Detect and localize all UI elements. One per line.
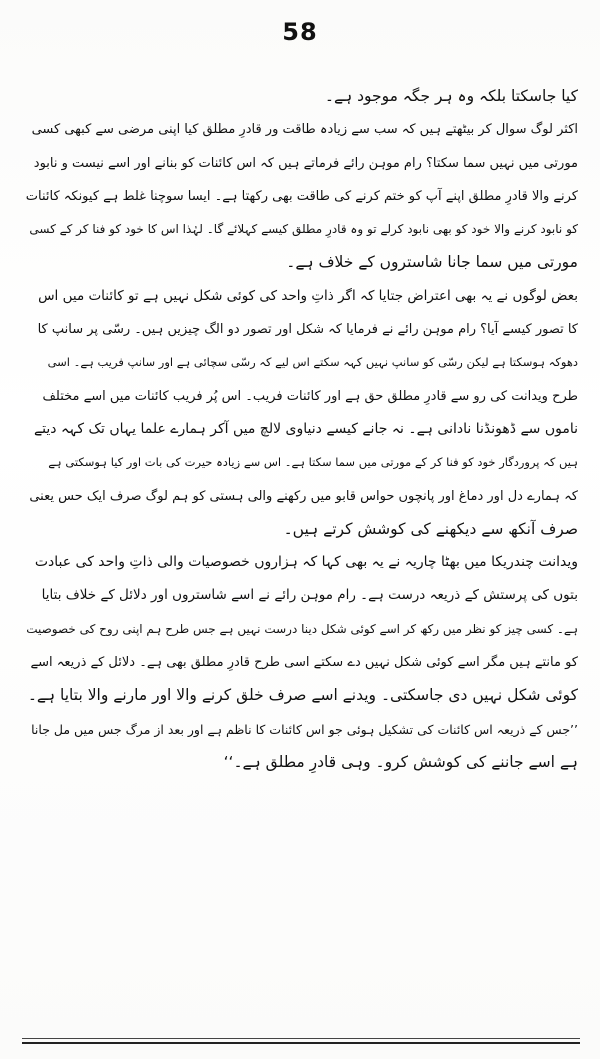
text-line-6: مورتی میں سما جانا شاستروں کے خلاف ہے۔ [286,253,578,272]
body-text [26,80,578,779]
text-line-8: کا تصور کیسے آیا؟ رام موہن رائے نے فرمایا کہ شکل اور تصور دو الگ چیزیں ہیں۔ رسّی پر سانپ کا [37,322,578,338]
text-line-7: بعض لوگوں نے یہ بھی اعتراض جتایا کہ اگر ذاتِ واحد کی کوئی شکل نہیں ہے تو کائنات میں اس [38,287,578,304]
text-line-15: ویدانت چندریکا میں بھٹا چاریہ نے یہ بھی کہا کہ ہزاروں خصوصیات والی ذاتِ واحد کی عبادت [34,554,578,571]
text-line-4: کرنے والا قادرِ مطلق اپنے آپ کو ختم کرنے کی طاقت بھی رکھتا ہے۔ ایسا سوچنا غلط ہے کیونکہ کائنات [26,188,578,204]
text-line-12: ہیں کہ پروردگار خود کو فنا کر کے مورتی میں سما سکتا ہے۔ اس سے زیادہ حیرت کی بات اور کیا ہوسکتی ہے [48,455,578,470]
footer-rule-thin [22,1038,580,1039]
text-line-16: بتوں کی پرستش کے ذریعہ درست ہے۔ رام موہن رائے نے اسے شاستروں اور دلائل کے خلاف بتایا [41,587,578,604]
text-line-18: کو مانتے ہیں مگر اسے کوئی شکل نہیں دے سکتے اسی طرح قادرِ مطلق بھی ہے۔ دلائل کے ذریعہ اسے [30,655,578,671]
text-line-13: کہ ہمارے دل اور دماغ اور پانچوں حواس قابو میں رکھنے والی ہستی کو ہم لوگ صرف ایک حس یعنی [29,488,578,504]
page-number: 58 [282,18,318,46]
text-line-11: ناموں سے ڈھونڈنا نادانی ہے۔ نہ جانے کیسے دنیاوی لالچ میں آکر ہمارے علما یہاں تک کہہ دیتے [33,420,578,437]
footer-rule [22,1042,580,1044]
text-line-14: صرف آنکھ سے دیکھنے کی کوشش کرتے ہیں۔ [283,519,578,538]
text-line-17: ہے۔ کسی چیز کو نظر میں رکھ کر اسے کوئی شکل دینا درست نہیں ہے جس طرح ہم اپنی روح کی خصوصیت [26,621,578,636]
text-line-20: ’’جس کے ذریعہ اس کائنات کی تشکیل ہوئی جو اس کائنات کا ناظم ہے اور بعد از مرگ جس میں مل جانا [31,721,578,737]
text-line-3: مورتی میں نہیں سما سکتا؟ رام موہن رائے فرماتے ہیں کہ اس کائنات کو بنانے اور اسے نیست و نابود [33,155,578,171]
text-line-19: کوئی شکل نہیں دی جاسکتی۔ ویدنے اسے صرف خلق کرنے والا اور مارنے والا بتایا ہے۔ [27,686,578,705]
text-line-10: طرح ویدانت کی رو سے قادرِ مطلق حق ہے اور کائنات فریب۔ اس پُر فریب کائنات میں اسے مختلف [42,388,578,404]
text-line-21: ہے اسے جاننے کی کوشش کرو۔ وہی قادرِ مطلق ہے۔‘‘ [223,752,578,771]
text-line-5: کو نابود کرنے والا خود کو بھی نابود کرلے تو وہ قادرِ مطلق کیسے کہلائے گا۔ لہٰذا اس کا خود کو فنا کر کے کسی [29,222,578,237]
text-line-1: کیا جاسکتا بلکہ وہ ہر جگہ موجود ہے۔ [324,87,578,105]
text-line-2: اکثر لوگ سوال کر بیٹھتے ہیں کہ سب سے زیادہ طاقت ور قادرِ مطلق کیا اپنی مرضی سے کبھی کسی [31,122,578,138]
text-line-9: دھوکہ ہوسکتا ہے لیکن رسّی کو سانپ نہیں کہہ سکتے اس لیے کہ رسّی سچائی ہے اور سانپ فریب ہے۔ اسی [47,355,578,370]
